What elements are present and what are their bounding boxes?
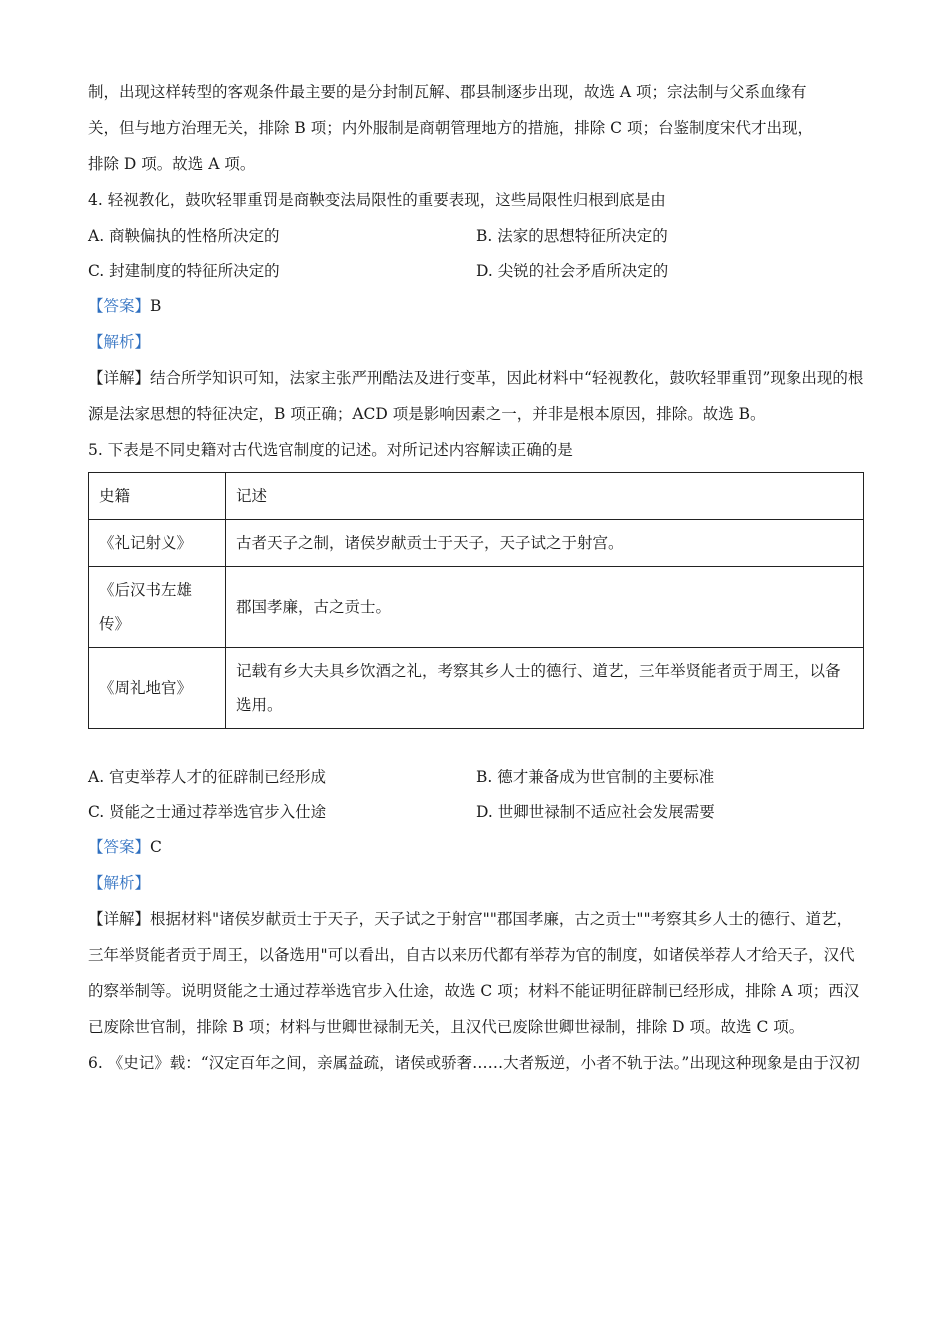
- q6-stem: 6. 《史记》载：“汉定百年之间，亲属益疏，诸侯或骄奢……大者叛逆，小者不轨于法。”出现这种现象是由于汉初: [88, 1054, 860, 1072]
- table-cell-source: 《周礼地官》: [89, 648, 226, 729]
- q5-options-row-1: [88, 759, 864, 794]
- q5-option-c: C. 贤能之士通过荐举选官步入仕途: [88, 803, 327, 821]
- q5-detail-text: 根据材料"诸侯岁献贡士于天子，天子试之于射宫""郡国孝廉，古之贡士""考察其乡人士的德行、道艺，三年举贤能者贡于周王，以备选用"可以看出，自古以来历代都有举荐为官的制度，如诸侯举荐人才给天子，汉代的察举制等。说明贤能之士通过荐举选官步入仕途，故选 C 项；材料不能证明征辟制已经形成，排除 A 项；西汉已废除世官制，排除 B 项；材料与世卿世禄制无关，且汉代已废除世卿世禄制，排除 D 项。故选 C 项。: [88, 910, 860, 1036]
- spacer: [88, 729, 864, 759]
- q5-detail: [88, 901, 864, 1045]
- q5-analysis-label: 【解析】: [88, 874, 151, 892]
- q5-answer: [88, 829, 864, 865]
- table-cell-source: 《后汉书左雄传》: [89, 567, 226, 648]
- q4-detail-label: 【详解】: [88, 369, 151, 387]
- q5-table: [88, 472, 864, 729]
- q4-option-d: D. 尖锐的社会矛盾所决定的: [476, 262, 669, 280]
- q4-answer-value: B: [150, 297, 162, 315]
- table-header-row: [89, 473, 864, 520]
- q4-detail-text: 结合所学知识可知，法家主张严刑酷法及进行变革，因此材料中“轻视教化，鼓吹轻罪重罚”现象出现的根源是法家思想的特征决定，B 项正确；ACD 项是影响因素之一，并非是根本原因，排除。故选 B。: [88, 369, 864, 423]
- table-row: [89, 648, 864, 729]
- q5-answer-label: 【答案】: [88, 838, 151, 856]
- q4-answer-label: 【答案】: [88, 297, 151, 315]
- q5-answer-value: C: [150, 838, 162, 856]
- q5-option-a: A. 官吏举荐人才的征辟制已经形成: [88, 768, 327, 786]
- q5-options-row-2: [88, 794, 864, 829]
- table-cell-record: 记载有乡大夫具乡饮酒之礼，考察其乡人士的德行、道艺，三年举贤能者贡于周王，以备选用。: [226, 648, 864, 729]
- table-row: [89, 520, 864, 567]
- q4-options-row-2: [88, 253, 864, 288]
- q5-option-b: B. 德才兼备成为世官制的主要标准: [476, 768, 715, 786]
- q4-option-c: C. 封建制度的特征所决定的: [88, 262, 280, 280]
- table-header-cell: 记述: [226, 473, 864, 520]
- q4-options-row-1: [88, 218, 864, 253]
- prev-answer-line-3: 排除 D 项。故选 A 项。: [88, 155, 256, 173]
- table-header-cell: 史籍: [89, 473, 226, 520]
- prev-answer-line-1: 制，出现这样转型的客观条件最主要的是分封制瓦解、郡县制逐步出现，故选 A 项；宗法制与父系血缘有: [88, 83, 807, 101]
- document-page: [88, 74, 864, 1081]
- q5-detail-label: 【详解】: [88, 910, 151, 928]
- q4-analysis-label: 【解析】: [88, 333, 151, 351]
- table-cell-source: 《礼记射义》: [89, 520, 226, 567]
- prev-answer-line-2: 关，但与地方治理无关，排除 B 项；内外服制是商朝管理地方的措施，排除 C 项；台鉴制度宋代才出现，: [88, 119, 813, 137]
- q5-option-d: D. 世卿世禄制不适应社会发展需要: [476, 803, 715, 821]
- q5-stem: 5. 下表是不同史籍对古代选官制度的记述。对所记述内容解读正确的是: [88, 441, 573, 459]
- table-row: [89, 567, 864, 648]
- table-cell-record: 郡国孝廉，古之贡士。: [226, 567, 864, 648]
- q4-answer: [88, 288, 864, 324]
- q4-detail: [88, 360, 864, 432]
- q4-option-a: A. 商鞅偏执的性格所决定的: [88, 227, 280, 245]
- table-cell-record: 古者天子之制，诸侯岁献贡士于天子，天子试之于射宫。: [226, 520, 864, 567]
- q4-option-b: B. 法家的思想特征所决定的: [476, 227, 668, 245]
- q4-stem: 4. 轻视教化，鼓吹轻罪重罚是商鞅变法局限性的重要表现，这些局限性归根到底是由: [88, 191, 666, 209]
